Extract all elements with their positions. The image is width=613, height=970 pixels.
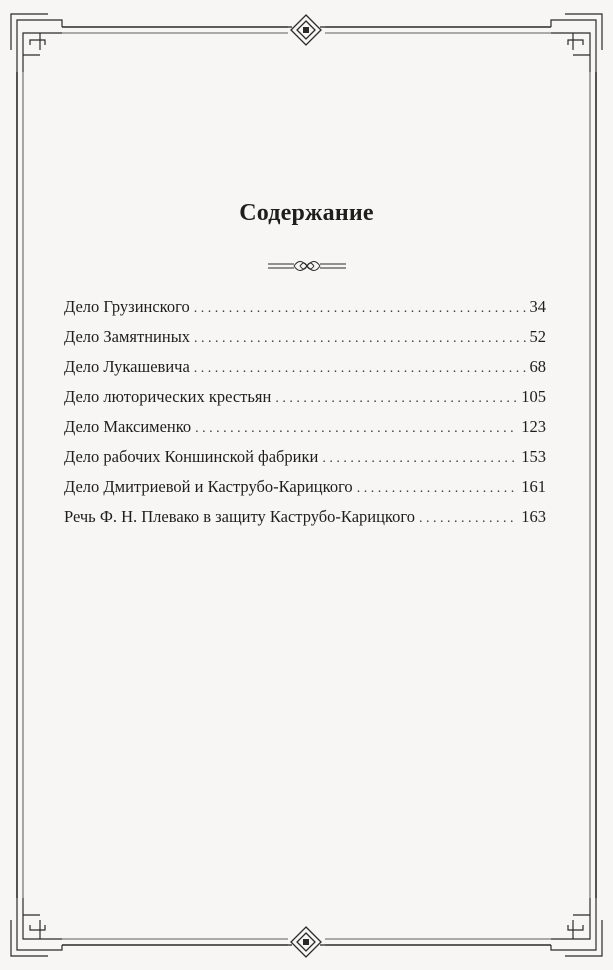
frame-corner-bottom-right <box>551 898 602 956</box>
toc-entry-page: 123 <box>521 417 546 436</box>
toc-entry-title: Дело Лукашевича <box>64 357 190 376</box>
toc-entry-title: Дело Дмитриевой и Каструбо-Карицкого <box>64 477 353 496</box>
frame-corner-top-right <box>551 14 602 72</box>
toc-entry[interactable] <box>64 442 546 472</box>
top-diamond-ornament <box>288 15 325 45</box>
toc-leader-dots <box>194 294 527 324</box>
toc-entry[interactable] <box>64 382 546 412</box>
toc-leader-dots <box>275 384 518 414</box>
toc-entry-title: Дело Грузинского <box>64 297 190 316</box>
toc-entry[interactable] <box>64 472 546 502</box>
toc-entry-title: Дело Максименко <box>64 417 192 436</box>
toc-entry-title: Речь Ф. Н. Плевако в защиту Каструбо-Карицкого <box>64 507 415 526</box>
toc-entry[interactable] <box>64 292 546 322</box>
frame-corner-top-left <box>11 14 62 72</box>
toc-entry-title: Дело рабочих Коншинской фабрики <box>64 447 319 466</box>
toc-entry-page: 161 <box>521 477 546 496</box>
frame-corner-bottom-left <box>11 898 62 956</box>
toc-entry-page: 163 <box>521 507 546 526</box>
toc-leader-dots <box>194 354 527 384</box>
toc-leader-dots <box>419 504 518 534</box>
toc-entry-title: Дело Замятниных <box>64 327 191 346</box>
toc-entry-page: 34 <box>529 297 546 316</box>
toc-entry-page: 153 <box>521 447 546 466</box>
toc-entry-page: 68 <box>529 357 546 376</box>
toc-entry[interactable] <box>64 502 546 532</box>
bottom-diamond-ornament <box>288 927 325 957</box>
toc-entry[interactable] <box>64 412 546 442</box>
toc-entry-page: 105 <box>521 387 546 406</box>
toc-leader-dots <box>195 414 518 444</box>
table-of-contents <box>64 292 546 532</box>
heading-ornament <box>268 259 346 273</box>
toc-leader-dots <box>357 474 519 504</box>
toc-entry-title: Дело лютoрических крестьян <box>64 387 272 406</box>
page-title: Содержание <box>239 200 374 226</box>
toc-entry[interactable] <box>64 322 546 352</box>
toc-leader-dots <box>194 324 526 354</box>
toc-leader-dots <box>322 444 518 474</box>
toc-entry-page: 52 <box>529 327 546 346</box>
toc-entry[interactable] <box>64 352 546 382</box>
